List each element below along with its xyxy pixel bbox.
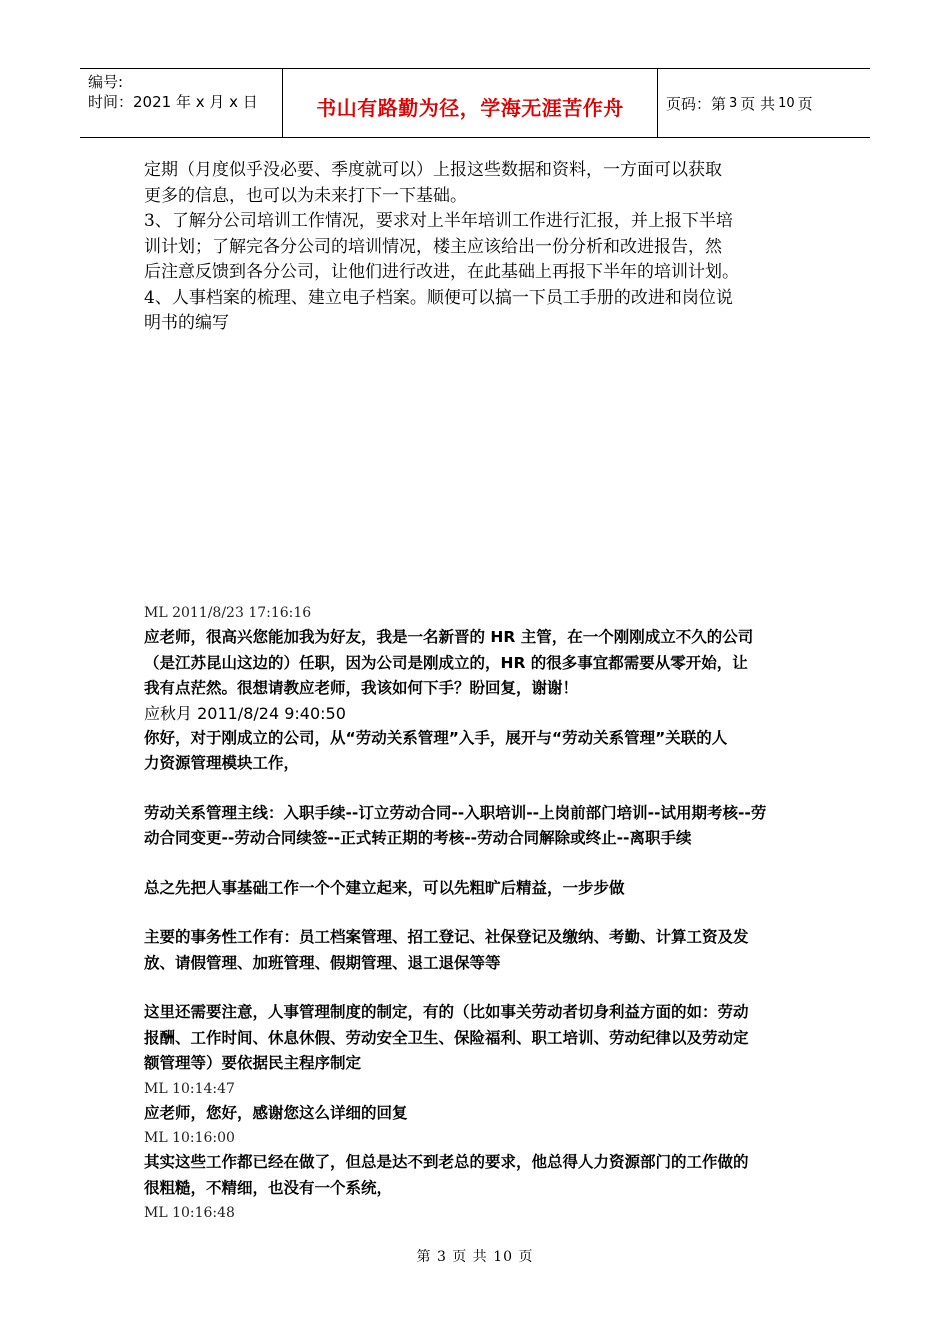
text-line: 3、了解分公司培训工作情况，要求对上半年培训工作进行汇报，并上报下半培 xyxy=(144,211,733,231)
chat-message-line: 我有点茫然。很想请教应老师，我该如何下手？盼回复，谢谢！ xyxy=(144,679,579,697)
chat-message-line: 这里还需要注意，人事管理制度的制定，有的（比如事关劳动者切身利益方面的如：劳动 xyxy=(144,1003,749,1021)
page-total: 10 xyxy=(778,95,795,111)
chat-message-line: 应老师，您好，感谢您这么详细的回复 xyxy=(144,1103,408,1122)
chat-message-line: 报酬、工作时间、休息休假、劳动安全卫生、保险福利、职工培训、劳动纪律以及劳动定 xyxy=(144,1028,749,1047)
chat-message-line: 应老师，很高兴您能加我为好友，我是一名新晋的 HR 主管，在一个刚刚成立不久的公司 xyxy=(144,628,754,646)
header-meta xyxy=(80,69,283,137)
text-line: 后注意反馈到各分公司，让他们进行改进，在此基础上再报下半年的培训计划。 xyxy=(144,262,739,282)
chat-message-line: 动合同变更--劳动合同续签--正式转正期的考核--劳动合同解除或终止--离职手续 xyxy=(144,829,692,847)
spacer xyxy=(144,852,806,876)
text-line: 4、人事档案的梳理、建立电子档案。顺便可以搞一下员工手册的改进和岗位说 xyxy=(144,287,733,308)
page-header xyxy=(80,68,870,138)
chat-message-line: 主要的事务性工作有：员工档案管理、招工登记、社保登记及缴纳、考勤、计算工资及发 xyxy=(144,928,749,946)
chat-timestamp: ML 10:16:00 xyxy=(144,1130,235,1146)
spacer xyxy=(144,777,806,801)
spacer xyxy=(144,901,806,925)
chat-timestamp: ML 2011/8/23 17:16:16 xyxy=(144,605,312,621)
text-line: 训计划；了解完各分公司的培训情况，楼主应该给出一份分析和改进报告，然 xyxy=(144,236,722,257)
chat-timestamp: ML 10:16:48 xyxy=(144,1205,235,1221)
text-line: 明书的编写 xyxy=(144,313,229,333)
chat-message-line: 你好，对于刚成立的公司，从“劳动关系管理”入手，展开与“劳动关系管理”关联的人 xyxy=(144,728,728,747)
chat-log xyxy=(144,601,806,1225)
page-mid: 页 共 xyxy=(740,94,776,113)
spacer xyxy=(144,976,806,1000)
text-line: 定期（月度似乎没必要、季度就可以）上报这些数据和资料，一方面可以获取 xyxy=(144,160,722,180)
chat-message-line: （是江苏昆山这边的）任职，因为公司是刚成立的，HR 的很多事宜都需要从零开始，让 xyxy=(144,653,748,672)
chat-message-line: 额管理等）要依据民主程序制定 xyxy=(144,1054,362,1072)
page-prefix: 页码：第 xyxy=(666,94,727,113)
header-page-number xyxy=(658,69,870,137)
top-text-block xyxy=(144,158,806,337)
chat-message-line: 其实这些工作都已经在做了，但总是达不到老总的要求，他总得人力资源部门的工作做的 xyxy=(144,1153,749,1171)
chat-message-line: 力资源管理模块工作， xyxy=(144,754,300,772)
page-suffix: 页 xyxy=(797,94,813,113)
page-current: 3 xyxy=(729,95,738,111)
chat-timestamp: ML 10:14:47 xyxy=(144,1080,235,1097)
chat-timestamp: 应秋月 2011/8/24 9:40:50 xyxy=(144,703,346,723)
chat-message-line: 很粗糙，不精细，也没有一个系统， xyxy=(144,1178,393,1197)
date-label: 时间：2021 年 x 月 x 日 xyxy=(88,93,258,111)
chat-message-line: 劳动关系管理主线：入职手续--订立劳动合同--入职培训--上岗前部门培训--试用期考核--劳 xyxy=(144,803,767,822)
header-motto: 书山有路勤为径，学海无涯苦作舟 xyxy=(283,69,658,137)
text-line: 更多的信息，也可以为未来打下一下基础。 xyxy=(144,185,467,206)
code-label: 编号: xyxy=(88,73,124,91)
page-footer: 第 3 页 共 10 页 xyxy=(416,1249,534,1265)
chat-message-line: 总之先把人事基础工作一个个建立起来，可以先粗旷后精益，一步步做 xyxy=(144,878,625,897)
chat-message-line: 放、请假管理、加班管理、假期管理、退工退保等等 xyxy=(144,953,501,972)
